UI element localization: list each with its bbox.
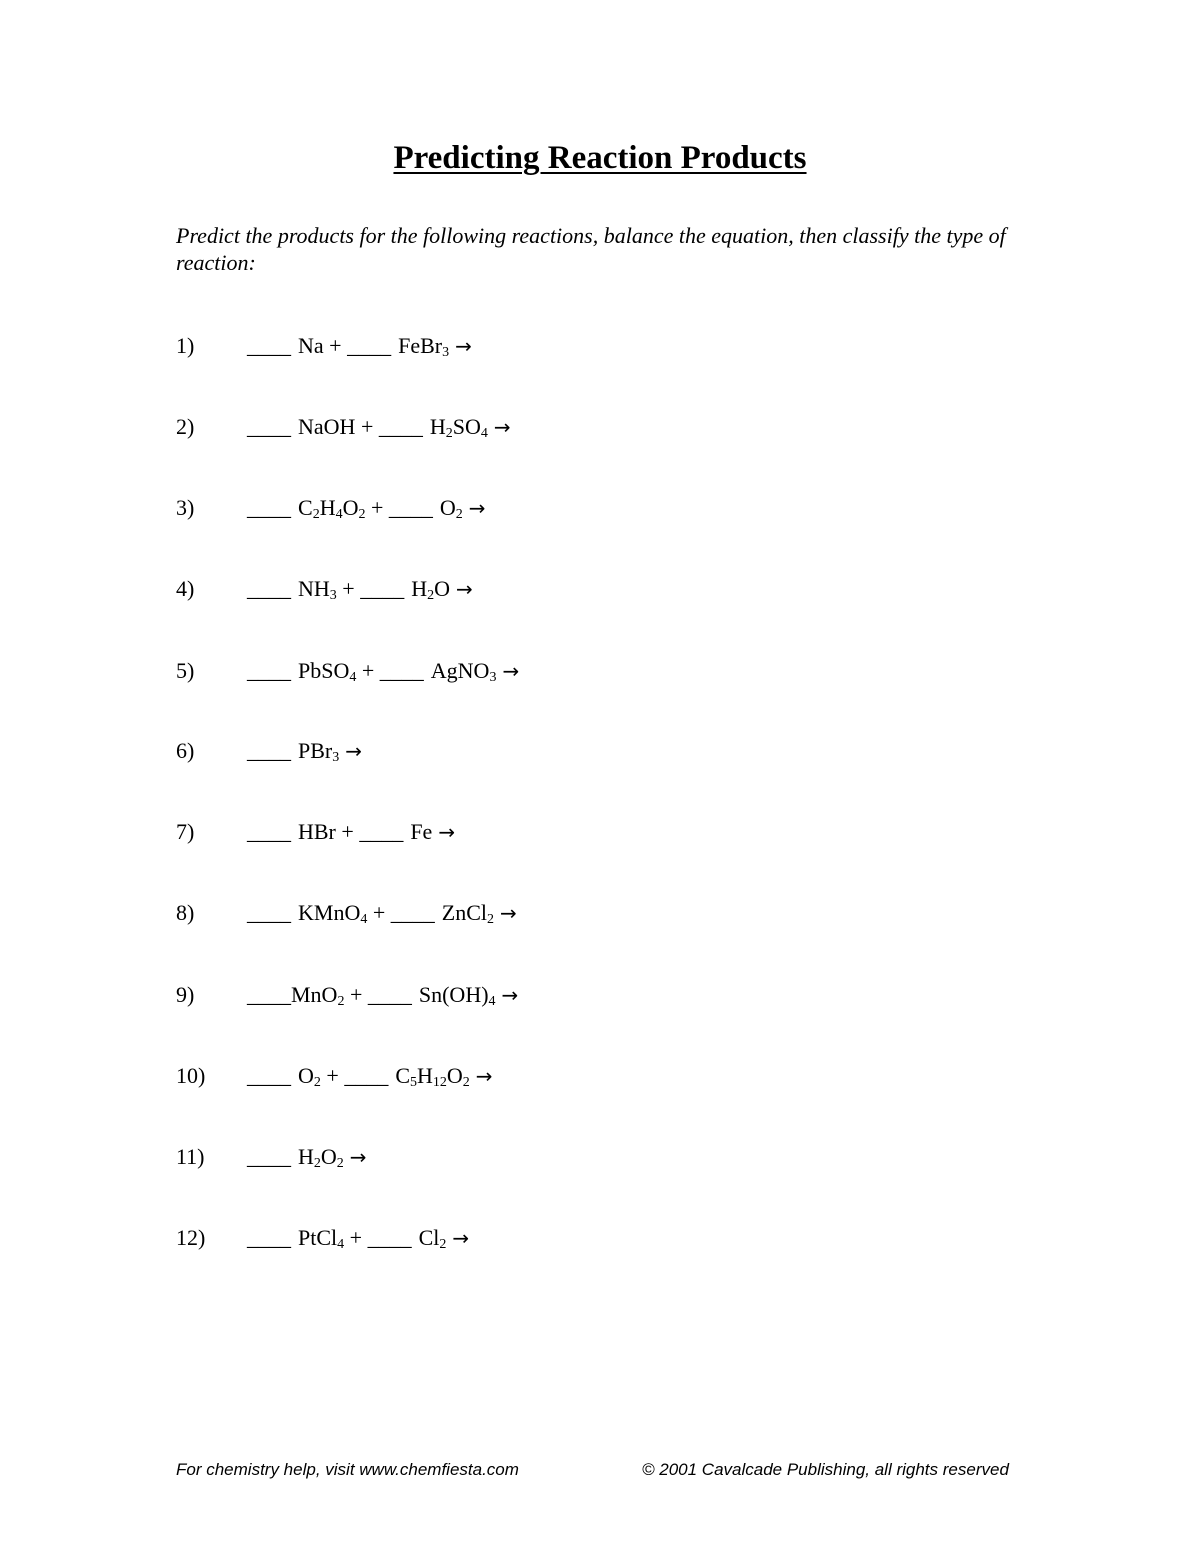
equation: [247, 733, 362, 769]
instructions-text: Predict the products for the following reactions, balance the equation, then classify the type of reaction:: [176, 223, 1006, 275]
problem-number: 6): [176, 738, 195, 763]
coefficient-blank[interactable]: [368, 1220, 412, 1256]
reaction-arrow-icon: →: [501, 983, 519, 1007]
chemical-formula: AgNO$_3$: [430, 658, 497, 685]
equation: [247, 814, 455, 850]
coefficient-blank[interactable]: [247, 1139, 291, 1175]
equation: [247, 895, 517, 931]
coefficient-blank[interactable]: [389, 490, 433, 526]
reaction-arrow-icon: →: [452, 1226, 470, 1250]
problem-number: 2): [176, 414, 195, 439]
reaction-arrow-icon: →: [468, 496, 486, 520]
chemical-formula: $C_2H_4O_2$: [298, 495, 366, 522]
coefficient-blank[interactable]: [391, 895, 435, 931]
plus-sign: +: [320, 1063, 345, 1088]
plus-sign: +: [344, 982, 368, 1007]
plus-sign: +: [323, 333, 348, 358]
footer-copyright: © 2001 Cavalcade Publishing, all rights reserved: [642, 1460, 1009, 1479]
coefficient-blank[interactable]: [247, 490, 291, 526]
equation: [247, 1220, 469, 1256]
coefficient-blank[interactable]: [247, 571, 291, 607]
problem-number: 9): [176, 982, 195, 1007]
coefficient-blank[interactable]: [247, 328, 291, 364]
chemical-formula: $H_2SO_4$: [429, 414, 488, 441]
equation: [247, 571, 473, 607]
coefficient-blank[interactable]: [247, 1058, 291, 1094]
chemical-formula: PBr$_3$: [298, 738, 340, 765]
chemical-formula: HBr: [298, 819, 336, 844]
equation: [247, 1139, 367, 1175]
chemical-formula: MnO$_2$: [291, 982, 345, 1009]
problem-number: 8): [176, 900, 195, 925]
chemical-formula: $Cl_2$: [418, 1225, 447, 1252]
plus-sign: +: [335, 819, 360, 844]
reaction-arrow-icon: →: [455, 577, 473, 601]
problem-number: 12): [176, 1225, 206, 1250]
problem-number: 11): [176, 1144, 205, 1169]
problem-number: 5): [176, 658, 195, 683]
chemical-formula: $O_2$: [298, 1063, 321, 1090]
reaction-arrow-icon: →: [349, 1145, 367, 1169]
chemical-formula: Na: [298, 333, 324, 358]
chemical-formula: NaOH: [298, 414, 356, 439]
equation: [247, 328, 472, 364]
problem-number: 1): [176, 333, 195, 358]
plus-sign: +: [336, 576, 361, 601]
equation: [247, 653, 519, 689]
chemical-formula: ZnCl$_2$: [441, 900, 494, 927]
footer-help-text: For chemistry help, visit www.chemfiesta.com: [176, 1460, 519, 1479]
coefficient-blank[interactable]: [347, 328, 391, 364]
coefficient-blank[interactable]: [247, 733, 291, 769]
plus-sign: +: [356, 658, 380, 683]
reaction-arrow-icon: →: [345, 739, 363, 763]
coefficient-blank[interactable]: [247, 409, 291, 445]
reaction-arrow-icon: →: [500, 901, 517, 925]
equation: [247, 1058, 493, 1094]
coefficient-blank[interactable]: [368, 977, 412, 1013]
chemical-formula: $O_2$: [439, 495, 463, 522]
chemical-formula: FeBr$_3$: [398, 333, 450, 360]
chemical-formula: $H_2O$: [411, 576, 450, 603]
chemical-formula: Fe: [410, 819, 433, 844]
chemical-formula: KMnO$_4$: [298, 900, 368, 927]
coefficient-blank[interactable]: [247, 977, 291, 1013]
problem-number: 3): [176, 495, 195, 520]
problem-number: 7): [176, 819, 195, 844]
plus-sign: +: [365, 495, 389, 520]
equation: [247, 490, 486, 526]
equation: [247, 409, 511, 445]
coefficient-blank[interactable]: [247, 1220, 291, 1256]
page-title: Predicting Reaction Products: [393, 140, 807, 176]
coefficient-blank[interactable]: [247, 895, 291, 931]
problem-number: 10): [176, 1063, 206, 1088]
chemical-formula: PbSO$_4$: [298, 658, 357, 685]
reaction-arrow-icon: →: [493, 415, 511, 439]
equation: [247, 977, 518, 1013]
coefficient-blank[interactable]: [360, 571, 404, 607]
plus-sign: +: [355, 414, 379, 439]
coefficient-blank[interactable]: [359, 814, 403, 850]
reaction-arrow-icon: →: [475, 1064, 493, 1088]
plus-sign: +: [367, 900, 391, 925]
coefficient-blank[interactable]: [379, 409, 423, 445]
chemical-formula: $NH_3$: [298, 576, 337, 603]
plus-sign: +: [344, 1225, 368, 1250]
reaction-arrow-icon: →: [455, 334, 472, 358]
reaction-arrow-icon: →: [438, 820, 456, 844]
coefficient-blank[interactable]: [380, 653, 424, 689]
chemical-formula: PtCl$_4$: [298, 1225, 345, 1252]
coefficient-blank[interactable]: [247, 653, 291, 689]
coefficient-blank[interactable]: [344, 1058, 388, 1094]
chemical-formula: $C_5H_{12}O_2$: [395, 1063, 470, 1090]
chemical-formula: $H_2O_2$: [298, 1144, 344, 1171]
reaction-arrow-icon: →: [502, 659, 520, 683]
chemical-formula: $Sn(OH)_4$: [418, 982, 496, 1009]
coefficient-blank[interactable]: [247, 814, 291, 850]
problem-number: 4): [176, 576, 195, 601]
